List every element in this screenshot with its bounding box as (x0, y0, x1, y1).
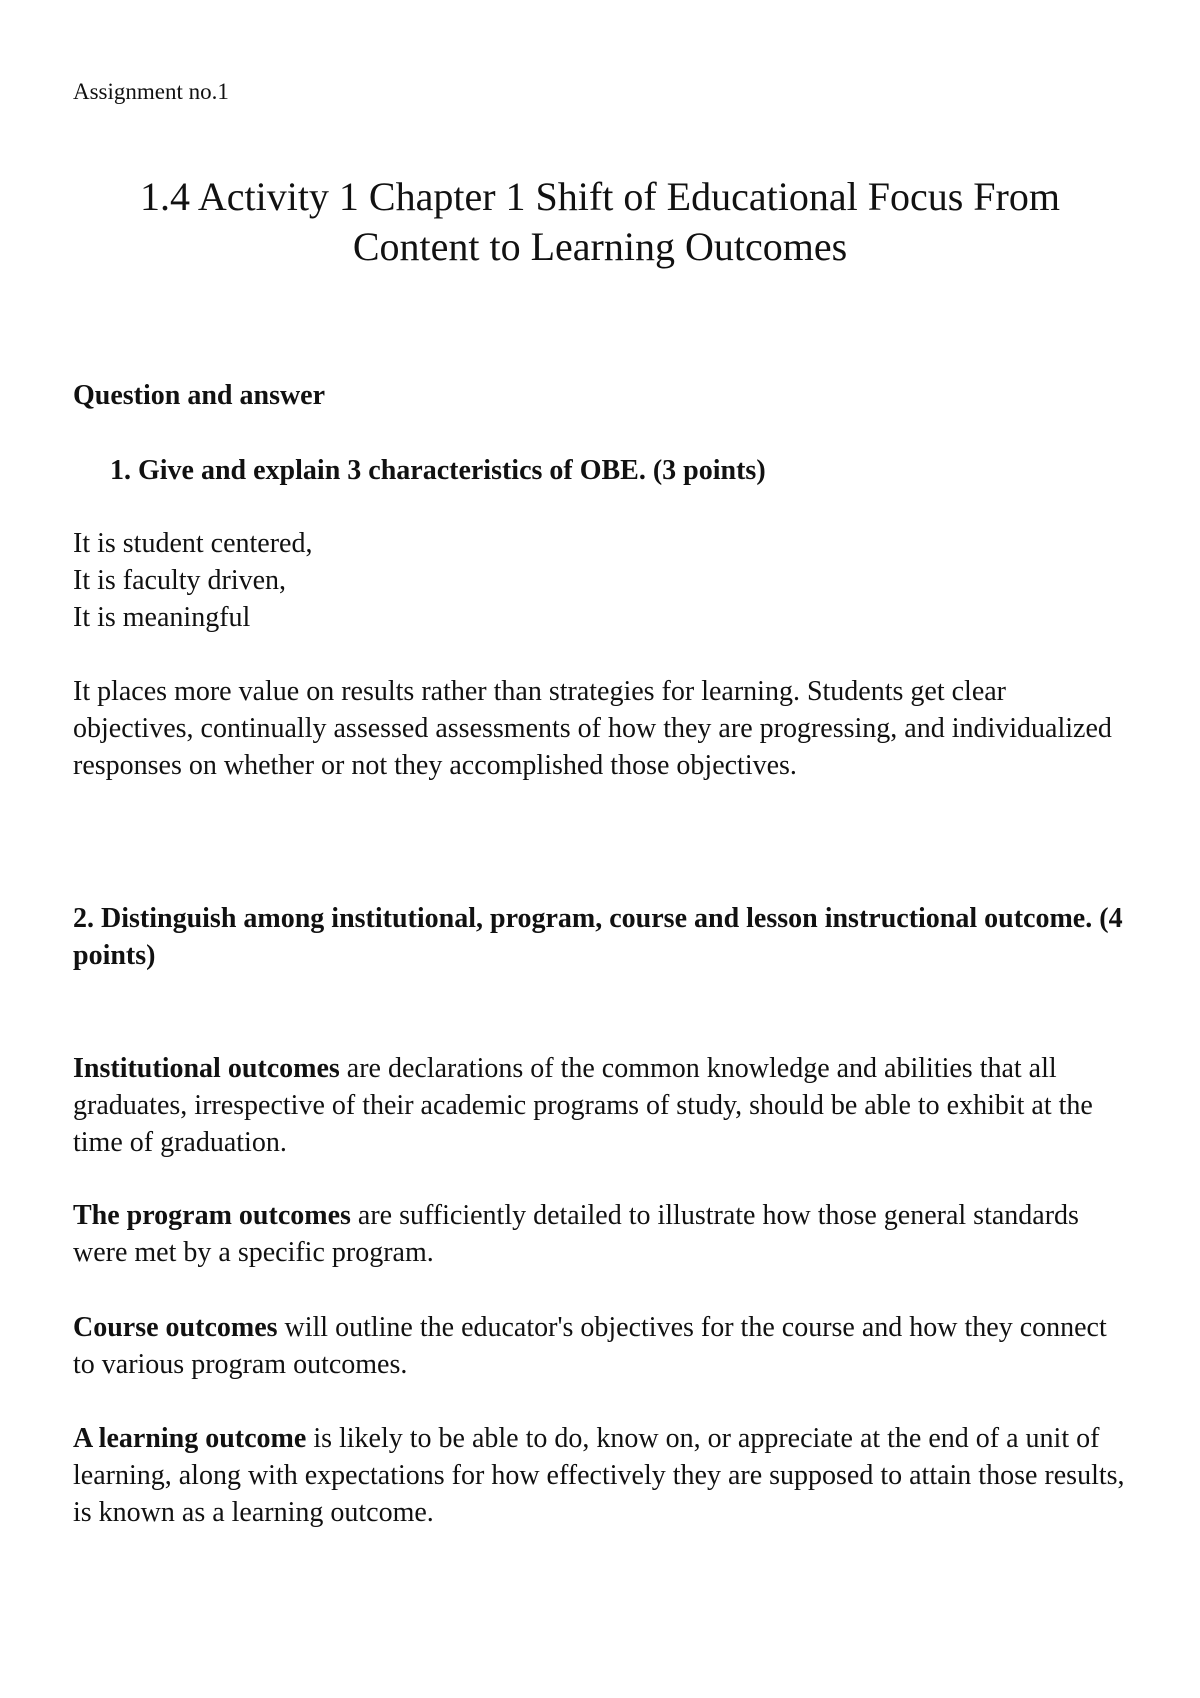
question-2-heading: 2. Distinguish among institutional, program, course and lesson instructional outcome. (4 points) (73, 903, 1123, 971)
answer-learning-outcome (73, 1420, 1133, 1531)
title-line-2: Content to Learning Outcomes (352, 224, 848, 269)
section-heading: Question and answer (73, 380, 326, 411)
answer-text: are sufficiently detailed to illustrate how those general standards were met by a specific program. (73, 1200, 1079, 1268)
answer-course-outcomes (73, 1309, 1123, 1383)
question-1-heading: 1. Give and explain 3 characteristics of OBE. (3 points) (110, 455, 766, 486)
answer-text: is likely to be able to do, know on, or appreciate at the end of a unit of learning, along with expectations for how effectively they are supposed to attain those results, is known as a learning outcome. (73, 1423, 1125, 1528)
answer-text: are declarations of the common knowledge and abilities that all graduates, irrespective of their academic programs of study, should be able to exhibit at the time of graduation. (73, 1053, 1093, 1158)
answer-term: Course outcomes (73, 1312, 278, 1343)
document-title (60, 172, 1140, 272)
characteristic-item: It is meaningful (73, 602, 251, 633)
answer-institutional-outcomes (73, 1050, 1133, 1161)
question-1-explanation: It places more value on results rather than strategies for learning. Students get clear objectives, continually assessed assessments of how they are progressing, and individualized responses on whether or not they accomplished those objectives. (73, 676, 1112, 781)
characteristics-list (73, 525, 1133, 636)
answer-term: The program outcomes (73, 1200, 351, 1231)
title-line-1: 1.4 Activity 1 Chapter 1 Shift of Educational Focus From (140, 174, 1060, 219)
assignment-label: Assignment no.1 (73, 79, 229, 104)
answer-program-outcomes (73, 1197, 1123, 1271)
characteristic-item: It is student centered, (73, 528, 313, 559)
characteristic-item: It is faculty driven, (73, 565, 287, 596)
answer-text: will outline the educator's objectives for the course and how they connect to various program outcomes. (73, 1312, 1107, 1380)
answer-term: Institutional outcomes (73, 1053, 340, 1084)
answer-term: A learning outcome (73, 1423, 307, 1454)
